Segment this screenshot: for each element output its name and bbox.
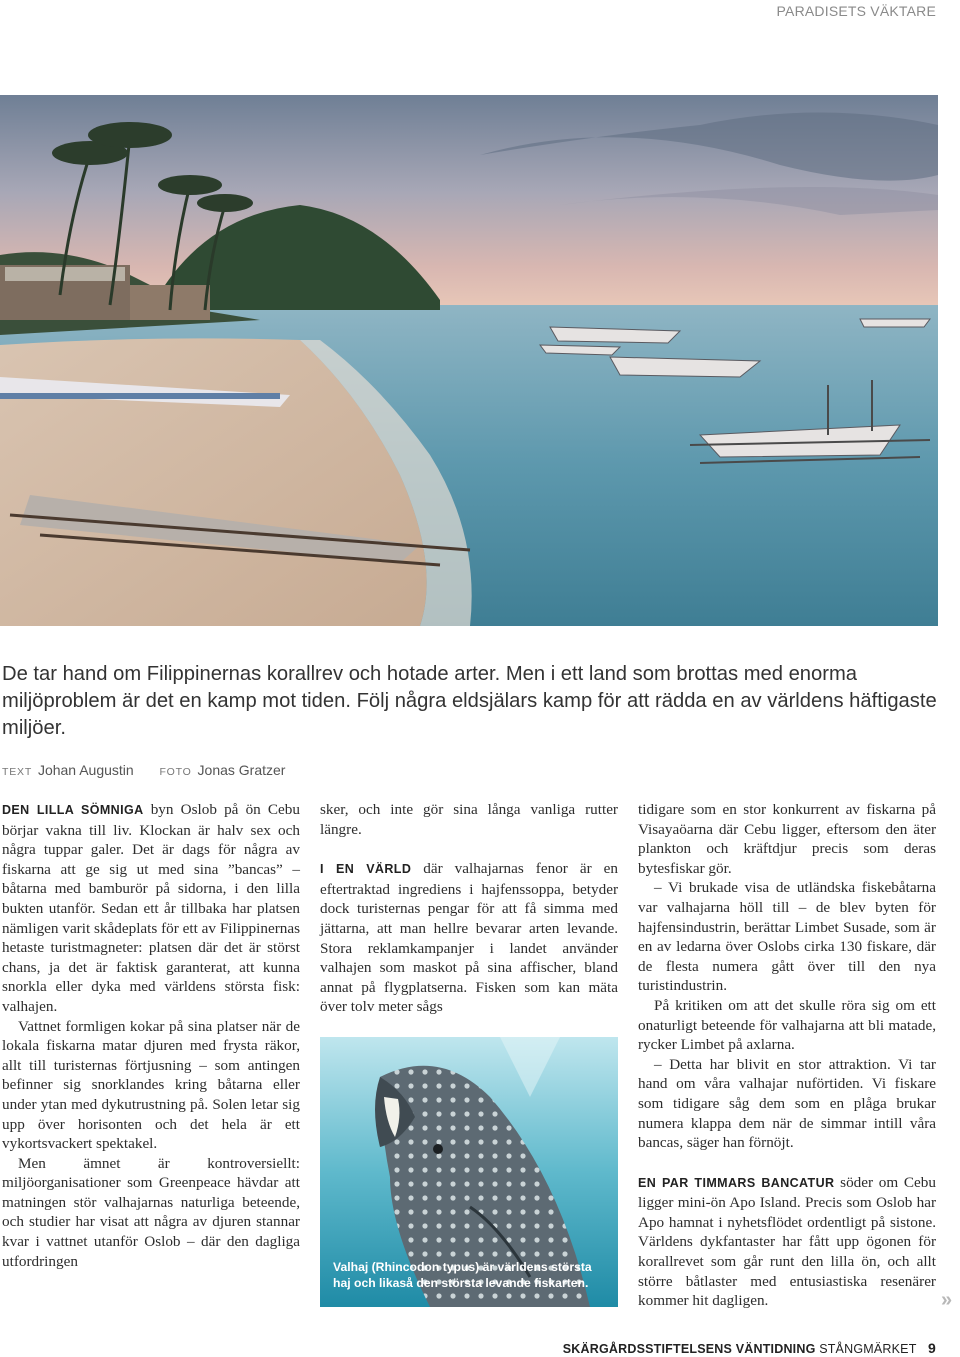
- paragraph: Men ämnet är kontroversiellt: miljöorganisationer som Greenpeace hävdar att matningen stör valhajarnas naturliga beteende, och studier har visat att några av djuren stannar kvar i vattnet utanför Oslob – där den dagliga utfordringen: [2, 1154, 300, 1270]
- beach-illustration: [0, 95, 938, 626]
- paragraph-text: där valhajarnas fenor är en eftertraktad ingrediens i hajfenssoppa, betyder dock turisternas pengar för att få simma med jättarna, att man hellre bevarar arten levande. Stora reklamkampanjer i landet använder valhajen som maskot på sina affischer, bland annat på flygplatserna. Fisken som kan mäta över tolv meter sågs: [320, 860, 618, 1016]
- paragraph: [320, 859, 618, 1017]
- photo-credit-name: Jonas Gratzer: [197, 762, 286, 778]
- paragraph: sker, och inte gör sina långa vanliga rutter längre.: [320, 801, 618, 838]
- run-in-heading: I EN VÄRLD: [320, 862, 412, 877]
- hero-photo-beach: [0, 95, 938, 626]
- paragraph-text: söder om Cebu ligger mini-ön Apo Island. Precis som Oslob har Apo hamnat i nyhetsflödet ordentligt på sistone. Världens dykfantaster har fått upp ögonen för korallrevet som går runt den lilla ön, och allt större båtlaster med entusiastiska resenärer kommer hit dagligen.: [638, 1173, 936, 1310]
- byline: [2, 762, 285, 778]
- paragraph: tidigare som en stor konkurrent av fiskarna på Visayaöarna där Cebu ligger, eftersom den äter plankton och kräftdjur precis som deras bytesfiskar gör.: [638, 801, 936, 877]
- paragraph: [638, 1173, 936, 1311]
- magazine-name: STÅNGMÄRKET: [819, 1342, 917, 1356]
- paragraph: På kritiken om att det skulle röra sig om ett onaturligt beteende för valhajarna att bli matade, rycker Limbet på axlarna.: [638, 996, 936, 1054]
- continue-arrow-icon: »: [941, 1289, 949, 1311]
- running-head: PARADISETS VÄKTARE: [776, 3, 936, 19]
- page-number: 9: [928, 1340, 936, 1356]
- column-2: [320, 800, 618, 1017]
- publication-name: SKÄRGÅRDSSTIFTELSENS VÄNTIDNING: [562, 1342, 816, 1356]
- article-lede: De tar hand om Filippinernas korallrev och hotade arter. Men i ett land som brottas med enorma miljöproblem är det en kamp mot tiden. Följ några eldsjälars kamp för att rädda en av världens häftigaste miljöer.: [2, 663, 937, 739]
- paragraph: [2, 800, 300, 1017]
- whale-shark-photo: [320, 1037, 618, 1307]
- column-1: [2, 800, 300, 1271]
- paragraph-text: byn Oslob på ön Cebu börjar vakna till liv. Klockan är halv sex och några tuppar galer. Det är dags för några av fiskarna att ge sig ut med sina ”bancas” – båtarna med bamburör på sidorna, i den lilla bukten utanför. Sedan ett år tillbaka har platsen nämligen varit skådeplats för ett av Filippinernas hetaste turistmagneter: platsen där det är störst chans, ja det är faktisk garanterat, att kunna snorkla eller dyka med världens största fisk: valhajen.: [2, 801, 300, 1015]
- column-3: [638, 800, 936, 1311]
- page-footer: [563, 1340, 936, 1356]
- run-in-heading: EN PAR TIMMARS BANCATUR: [638, 1175, 835, 1190]
- text-credit-label: TEXT: [2, 766, 33, 778]
- paragraph: – Detta har blivit en stor attraktion. Vi tar hand om våra valhajar nuförtiden. Vi fiskare som tidigare såg dem som en plåga brukar numera klappa dem när de simmar intill våra bancas, säger han förnöjt.: [638, 1055, 936, 1152]
- text-credit-name: Johan Augustin: [37, 762, 134, 778]
- photo-credit-label: FOTO: [159, 766, 192, 778]
- run-in-heading: DEN LILLA SÖMNIGA: [2, 803, 144, 817]
- paragraph: – Vi brukade visa de utländska fiskebåtarna var valhajarna höll till – de blev byten för hajfensindustrin, berättar Limbet Susade, som är en av ledarna över Oslobs cirka 130 fiskare, där de flesta numera gått över till den nya turistindustrin.: [638, 879, 936, 995]
- photo-caption: Valhaj (Rhincodon typus) är världens största haj och likaså den största levande fiskarten.: [333, 1260, 592, 1290]
- paragraph: Vattnet formligen kokar på sina platser när de lokala fiskarna matar djuren med frysta räkor, allt till turisternas förtjusning – som antingen befinner sig snorklandes kring båtarna eller under ytan med dykutrustning på. Solen letar sig upp över horisonten och det hela är ett vykortsvackert spektakel.: [2, 1017, 300, 1153]
